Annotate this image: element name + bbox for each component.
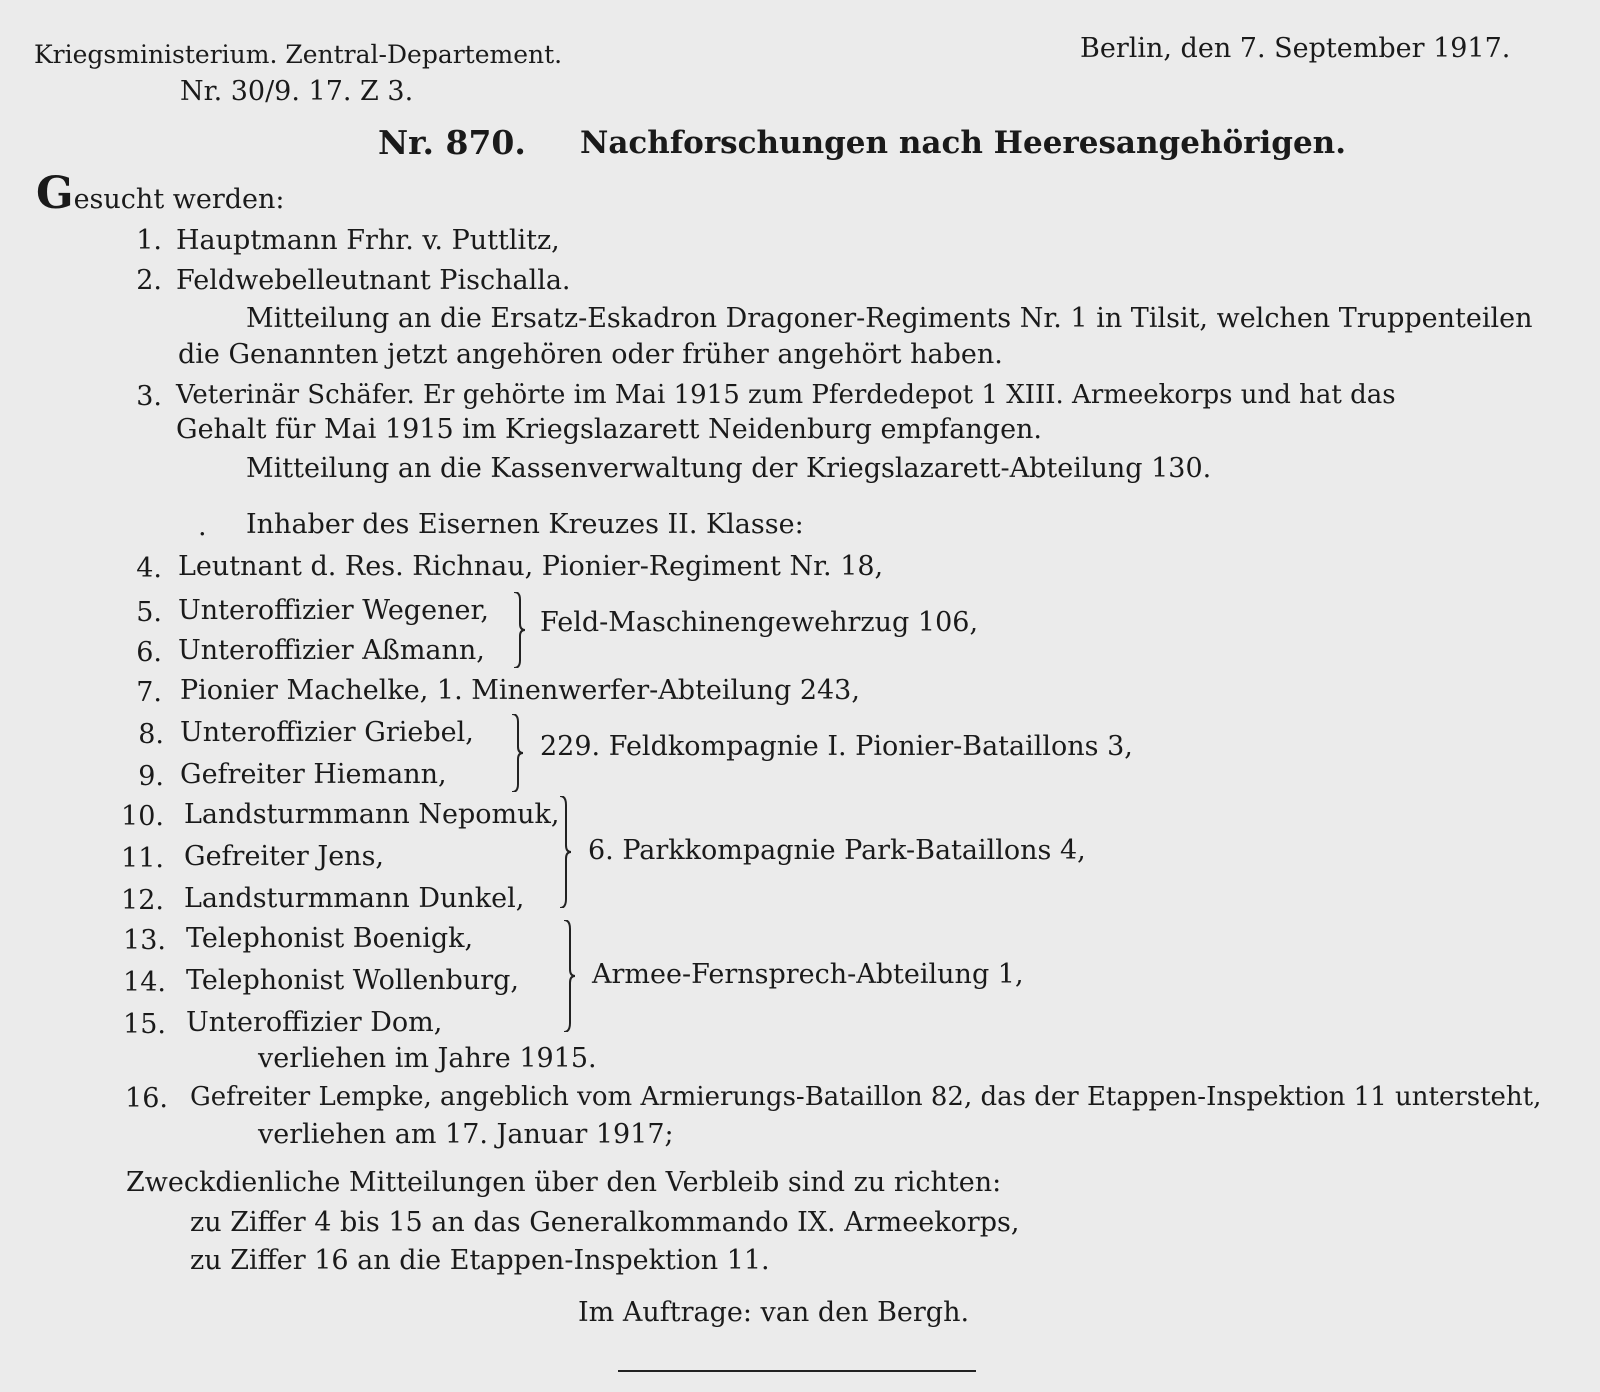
end-rule [618, 1370, 976, 1372]
item-text: Pionier Machelke, 1. Minenwerfer-Abteilung 243, [180, 675, 860, 706]
item-text-continued: Gehalt für Mai 1915 im Kriegslazarett Neidenburg empfangen. [176, 414, 1043, 445]
group-unit: Armee-Fernsprech-Abteilung 1, [592, 959, 1024, 990]
group-unit: 6. Parkkompagnie Park-Bataillons 4, [588, 835, 1086, 866]
iron-cross-marker: . [198, 511, 207, 542]
group-unit: Feld-Maschinengewehrzug 106, [540, 607, 979, 638]
item-text-continued: verliehen am 17. Januar 1917; [258, 1119, 674, 1150]
right-brace [562, 920, 576, 1032]
item-number: 10. [121, 801, 164, 832]
item-text: Landsturmmann Dunkel, [184, 883, 525, 914]
item-text: Landsturmmann Nepomuk, [184, 799, 560, 830]
item-number: 4. [136, 553, 162, 584]
item-text: Gefreiter Hiemann, [180, 759, 447, 790]
item-number: 9. [138, 761, 164, 792]
item-text: Feldwebelleutnant Pischalla. [176, 265, 571, 296]
closing-heading: Zweckdienliche Mitteilungen über den Verbleib sind zu richten: [126, 1167, 1002, 1198]
item-number: 11. [121, 843, 164, 874]
item-text: Telephonist Boenigk, [186, 923, 474, 954]
iron-cross-heading: Inhaber des Eisernen Kreuzes II. Klasse: [246, 509, 804, 540]
item-number: 15. [123, 1009, 166, 1040]
note-line: Mitteilung an die Ersatz-Eskadron Dragoner-Regiments Nr. 1 in Tilsit, welchen Truppenteilen [246, 303, 1533, 334]
item-number: 14. [123, 967, 166, 998]
closing-line: zu Ziffer 16 an die Etappen-Inspektion 11. [190, 1245, 770, 1276]
note-line: Mitteilung an die Kassenverwaltung der Kriegslazarett-Abteilung 130. [246, 453, 1212, 484]
item-text: Gefreiter Lempke, angeblich vom Armierungs-Bataillon 82, das der Etappen-Inspektion 11 untersteht, [190, 1082, 1542, 1112]
item-text: Unteroffizier Wegener, [178, 595, 489, 626]
item-number: 13. [123, 925, 166, 956]
item-text: Hauptmann Frhr. v. Puttlitz, [176, 225, 560, 256]
item-text: Telephonist Wollenburg, [186, 965, 520, 996]
group-unit: 229. Feldkompagnie I. Pionier-Bataillons 3, [540, 731, 1133, 762]
item-number: 2. [136, 265, 162, 296]
ministry-header: Kriegsministerium. Zentral-Departement. [34, 40, 563, 69]
intro-initial: G [36, 168, 74, 219]
item-text: Unteroffizier Aßmann, [178, 635, 485, 666]
title-text: Nachforschungen nach Heeresangehörigen. [580, 125, 1347, 161]
item-text: Unteroffizier Dom, [186, 1007, 443, 1038]
item-text: Veterinär Schäfer. Er gehörte im Mai 1915 zum Pferdedepot 1 XIII. Armeekorps und hat das [176, 380, 1396, 410]
intro-line [36, 168, 285, 219]
right-brace [512, 592, 526, 668]
file-number: Nr. 30/9. 17. Z 3. [180, 76, 414, 107]
signature: Im Auftrage: van den Bergh. [578, 1297, 970, 1328]
awarded-note: verliehen im Jahre 1915. [258, 1043, 597, 1074]
intro-rest: esucht werden: [73, 184, 285, 215]
item-number: 6. [136, 637, 162, 668]
item-number: 3. [136, 381, 162, 412]
right-brace [558, 796, 572, 908]
right-brace [510, 714, 524, 792]
closing-line: zu Ziffer 4 bis 15 an das Generalkommando IX. Armeekorps, [190, 1207, 1020, 1238]
item-text: Leutnant d. Res. Richnau, Pionier-Regiment Nr. 18, [178, 551, 884, 582]
item-text: Gefreiter Jens, [184, 841, 385, 872]
item-number: 12. [121, 885, 164, 916]
note-line: die Genannten jetzt angehören oder früher angehört haben. [178, 339, 1003, 370]
item-number: 5. [136, 597, 162, 628]
item-number: 8. [138, 719, 164, 750]
item-number: 1. [136, 225, 162, 256]
item-text: Unteroffizier Griebel, [180, 717, 474, 748]
item-number: 7. [136, 677, 162, 708]
item-number: 16. [125, 1083, 168, 1114]
title-number: Nr. 870. [378, 123, 526, 162]
place-date: Berlin, den 7. September 1917. [1080, 33, 1511, 64]
